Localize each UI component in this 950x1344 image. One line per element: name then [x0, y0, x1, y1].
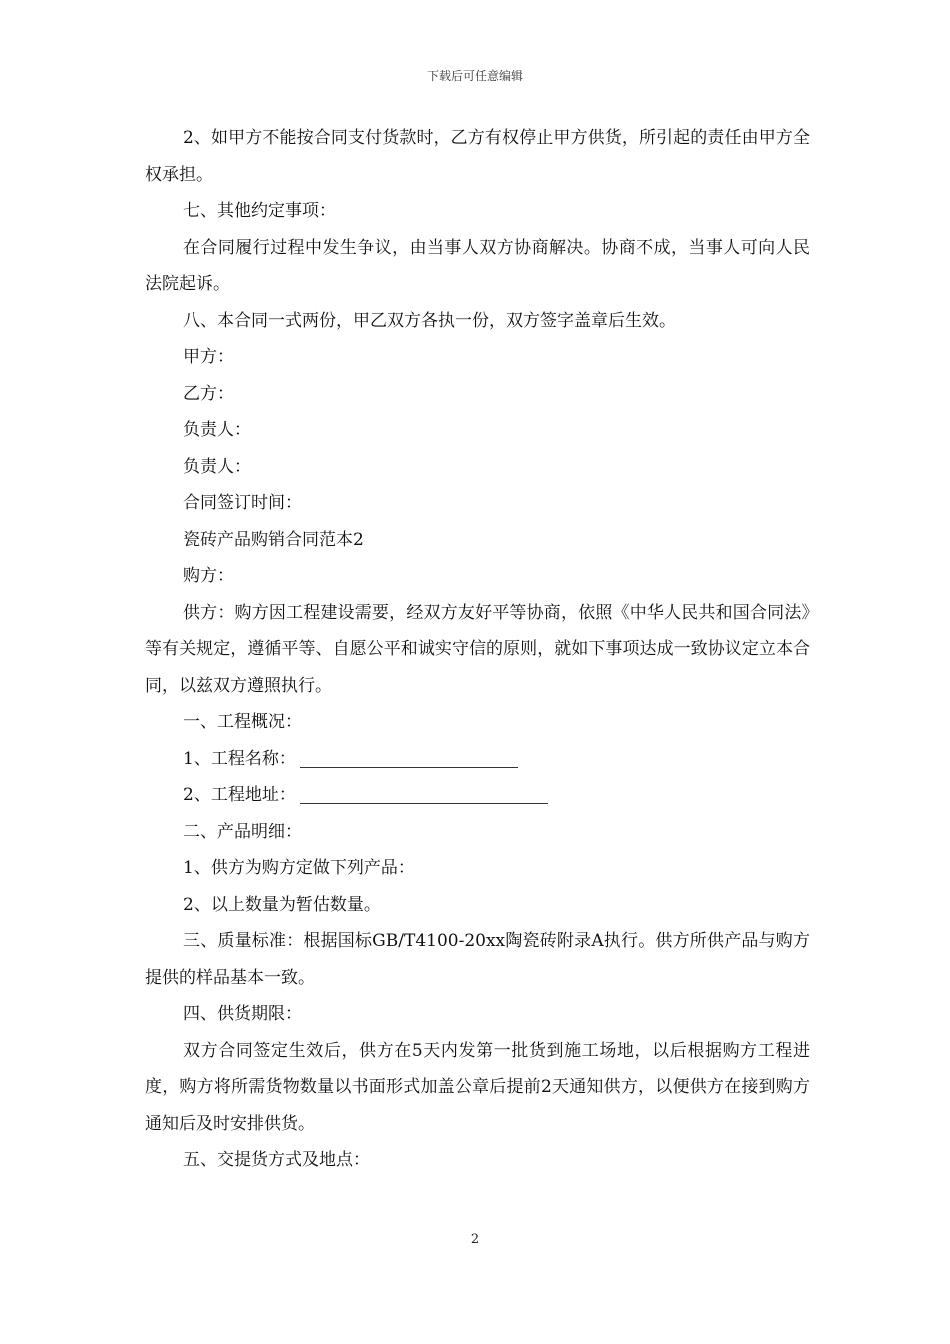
paragraph-payment-clause: 2、如甲方不能按合同支付货款时，乙方有权停止甲方供货，所引起的责任由甲方全权承担。 — [145, 128, 810, 185]
project-name-label: 1、工程名称： — [183, 748, 296, 769]
paragraph-products-ordered: 1、供方为购方定做下列产品： — [183, 858, 415, 878]
paragraph-copies: 八、本合同一式两份，甲乙双方各执一份，双方签字盖章后生效。 — [183, 310, 676, 331]
paragraph-dispute: 在合同履行过程中发生争议，由当事人双方协商解决。协商不成，当事人可向人民法院起诉。 — [145, 237, 810, 294]
contract-title-2: 瓷砖产品购销合同范本2 — [183, 529, 364, 550]
party-b-label: 乙方： — [183, 383, 234, 404]
paragraph-supplier-intro: 供方：购方因工程建设需要，经双方友好平等协商，依照《中华人民共和国合同法》等有关规定，遵循平等、自愿公平和诚实守信的原则，就如下事项达成一致协议定立本合同，以兹双方遵照执行。 — [145, 602, 810, 696]
document-body — [145, 120, 810, 1179]
paragraph-estimated-quantity: 2、以上数量为暂估数量。 — [183, 894, 381, 915]
heading-delivery-method: 五、交提货方式及地点： — [183, 1150, 370, 1170]
project-address-blank — [300, 785, 548, 804]
project-name-line — [145, 741, 810, 778]
project-address-label: 2、工程地址： — [183, 785, 296, 805]
responsible-person-b: 负责人： — [183, 456, 251, 477]
responsible-person-a: 负责人： — [183, 420, 251, 440]
buyer-label: 购方： — [183, 566, 234, 586]
page-header: 下载后可任意编辑 — [426, 69, 523, 83]
paragraph-delivery-schedule: 双方合同签定生效后，供方在5天内发第一批货到施工场地，以后根据购方工程进度，购方将所需货物数量以书面形式加盖公章后提前2天通知供方，以便供方在接到购方通知后及时安排供货。 — [145, 1040, 810, 1134]
page-number: 2 — [470, 1232, 480, 1247]
heading-project-overview: 一、工程概况： — [183, 712, 302, 732]
heading-supply-period: 四、供货期限： — [183, 1004, 302, 1024]
signing-date-label: 合同签订时间： — [183, 493, 302, 513]
heading-product-details: 二、产品明细： — [183, 821, 302, 842]
heading-other-matters: 七、其他约定事项： — [183, 201, 336, 221]
project-address-line — [145, 777, 810, 814]
party-a-label: 甲方： — [183, 347, 234, 367]
paragraph-quality-standard: 三、质量标准：根据国标GB/T4100-20xx陶瓷砖附录A执行。供方所供产品与购方提供的样品基本一致。 — [145, 931, 810, 988]
project-name-blank — [300, 749, 518, 768]
